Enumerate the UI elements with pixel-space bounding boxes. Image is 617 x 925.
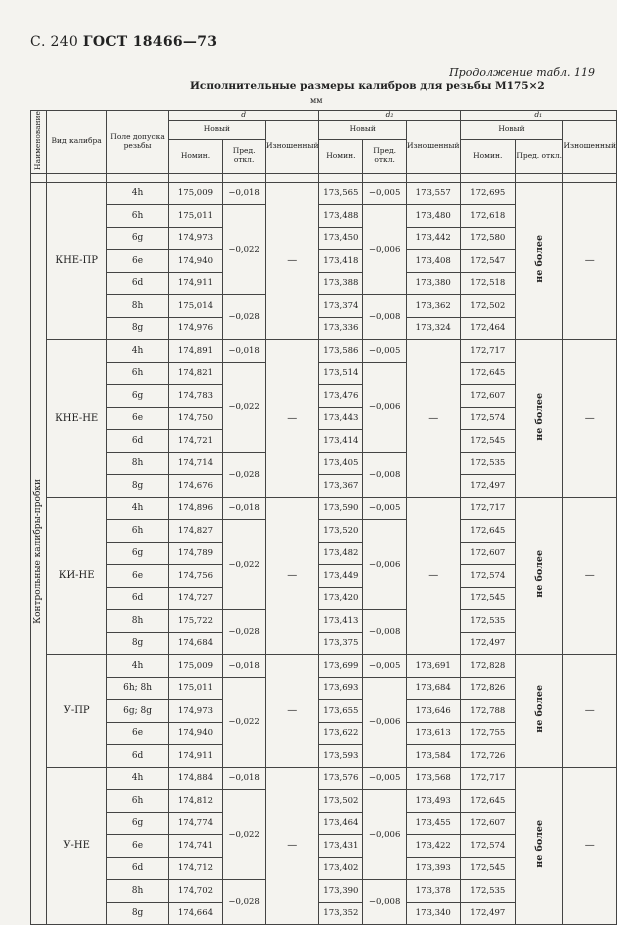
d1-nom: 172,726 (460, 745, 516, 768)
d-worn-header: Изношенный (265, 121, 319, 174)
tolerance: 8h (107, 452, 168, 475)
col-d-header: d (168, 111, 319, 121)
d-nom: 174,891 (168, 340, 223, 363)
d-nom: 174,750 (168, 407, 223, 430)
tolerance: 6e (107, 835, 168, 858)
d2-nom: 173,488 (319, 205, 363, 228)
tolerance: 6d (107, 272, 168, 295)
d2-worn: 173,408 (406, 250, 460, 273)
table-row (31, 182, 617, 205)
d1-nom: 172,695 (460, 182, 516, 205)
d1-nom: 172,717 (460, 340, 516, 363)
gauge-kind: КНЕ-НЕ (46, 340, 107, 498)
tolerance: 6g (107, 812, 168, 835)
d-nom: 174,973 (168, 227, 223, 250)
d1-nom: 172,755 (460, 722, 516, 745)
d-nom: 174,976 (168, 317, 223, 340)
d2-nom: 173,576 (319, 767, 363, 790)
table-unit: мм (310, 96, 323, 105)
d-nom: 174,821 (168, 362, 223, 385)
table-title: Исполнительные размеры калибров для резьбы М175×2 (190, 80, 545, 92)
gauge-kind: У-ПР (46, 655, 107, 768)
d1-nom: 172,574 (460, 565, 516, 588)
d-nom: 174,664 (168, 902, 223, 925)
d-nom: 174,676 (168, 475, 223, 498)
d-nom: 174,812 (168, 790, 223, 813)
d2-dev: −0,005 (363, 655, 407, 678)
d1-nom: 172,535 (460, 880, 516, 903)
d-nom: 174,774 (168, 812, 223, 835)
d2-new-header: Новый (319, 121, 407, 140)
d1-nom: 172,645 (460, 520, 516, 543)
d2-nom: 173,388 (319, 272, 363, 295)
d2-dev: −0,006 (363, 362, 407, 452)
d1-dev: не более (516, 767, 563, 925)
tolerance: 6h (107, 362, 168, 385)
d2-nom: 173,414 (319, 430, 363, 453)
d1-nom: 172,464 (460, 317, 516, 340)
d-nom: 174,783 (168, 385, 223, 408)
d2-nom: 173,693 (319, 677, 363, 700)
standard-code: ГОСТ 18466—73 (82, 34, 218, 50)
tolerance: 6g (107, 542, 168, 565)
d-nom-header: Номин. (168, 139, 223, 173)
d2-nom: 173,336 (319, 317, 363, 340)
d2-nom: 173,590 (319, 497, 363, 520)
tolerance: 6d (107, 430, 168, 453)
d-dev: −0,018 (223, 655, 266, 678)
d1-nom: 172,645 (460, 790, 516, 813)
d2-nom: 173,375 (319, 632, 363, 655)
d-nom: 174,721 (168, 430, 223, 453)
tolerance: 4h (107, 767, 168, 790)
d2-worn: — (406, 497, 460, 655)
d-dev: −0,018 (223, 497, 266, 520)
d2-nom: 173,464 (319, 812, 363, 835)
d2-nom: 173,418 (319, 250, 363, 273)
d2-nom: 173,449 (319, 565, 363, 588)
d-dev: −0,018 (223, 767, 266, 790)
d1-dev: не более (516, 182, 563, 340)
d-dev: −0,028 (223, 295, 266, 340)
d-nom: 174,884 (168, 767, 223, 790)
d2-worn-header: Изношенный (406, 121, 460, 174)
d-nom: 174,896 (168, 497, 223, 520)
tolerance: 8g (107, 317, 168, 340)
tolerance: 6g; 8g (107, 700, 168, 723)
d-nom: 174,756 (168, 565, 223, 588)
group-label: Контрольные калибры-пробки (33, 479, 44, 625)
d2-nom: 173,367 (319, 475, 363, 498)
d2-nom: 173,450 (319, 227, 363, 250)
d2-dev: −0,005 (363, 497, 407, 520)
d1-nom: 172,535 (460, 610, 516, 633)
d1-nom: 172,828 (460, 655, 516, 678)
d1-nom: 172,545 (460, 857, 516, 880)
d2-nom: 173,593 (319, 745, 363, 768)
table-continuation: Продолжение табл. 119 (449, 66, 595, 79)
d2-dev: −0,006 (363, 677, 407, 767)
d-nom: 174,911 (168, 745, 223, 768)
d2-dev: −0,005 (363, 340, 407, 363)
d1-nom: 172,545 (460, 587, 516, 610)
d2-dev: −0,005 (363, 767, 407, 790)
d-nom: 174,712 (168, 857, 223, 880)
d1-nom: 172,717 (460, 497, 516, 520)
d-nom: 175,011 (168, 205, 223, 228)
page-header (30, 34, 217, 50)
page-number: С. 240 (30, 34, 79, 50)
d2-nom: 173,402 (319, 857, 363, 880)
d2-worn: 173,393 (406, 857, 460, 880)
tolerance: 6h (107, 520, 168, 543)
d2-nom: 173,586 (319, 340, 363, 363)
d-dev: −0,028 (223, 452, 266, 497)
d1-worn: — (563, 182, 617, 340)
tolerance: 4h (107, 497, 168, 520)
table-row (31, 655, 617, 678)
d1-dev-header: Пред. откл. (516, 139, 563, 173)
d2-nom: 173,390 (319, 880, 363, 903)
d1-worn-header: Изношенный (563, 121, 617, 174)
d2-dev: −0,006 (363, 520, 407, 610)
d2-nom-header: Номин. (319, 139, 363, 173)
group-label-cell (31, 182, 47, 925)
d2-worn: 173,324 (406, 317, 460, 340)
d1-dev: не более (516, 340, 563, 498)
d-worn: — (265, 340, 319, 498)
d2-worn: 173,584 (406, 745, 460, 768)
tolerance: 6h (107, 205, 168, 228)
d1-nom: 172,645 (460, 362, 516, 385)
table-row (31, 497, 617, 520)
tolerance: 8h (107, 610, 168, 633)
table-row (31, 767, 617, 790)
d2-nom: 173,502 (319, 790, 363, 813)
d2-worn: 173,568 (406, 767, 460, 790)
d-nom: 174,973 (168, 700, 223, 723)
d1-new-header: Новый (460, 121, 563, 140)
d2-nom: 173,655 (319, 700, 363, 723)
table-header (31, 111, 617, 174)
d2-nom: 173,514 (319, 362, 363, 385)
d2-dev: −0,008 (363, 452, 407, 497)
d2-worn: 173,380 (406, 272, 460, 295)
d1-nom: 172,607 (460, 812, 516, 835)
d-nom: 174,702 (168, 880, 223, 903)
d2-nom: 173,443 (319, 407, 363, 430)
d-nom: 174,827 (168, 520, 223, 543)
col-kind-header: Вид калибра (46, 111, 107, 174)
d-nom: 175,009 (168, 655, 223, 678)
col-d2-header: d₂ (319, 111, 460, 121)
d2-worn: 173,340 (406, 902, 460, 925)
d-dev: −0,022 (223, 790, 266, 880)
d1-nom: 172,535 (460, 452, 516, 475)
d-dev: −0,022 (223, 520, 266, 610)
d-nom: 174,741 (168, 835, 223, 858)
d-worn: — (265, 182, 319, 340)
d-nom: 174,940 (168, 250, 223, 273)
d2-dev: −0,006 (363, 790, 407, 880)
tolerance: 6h (107, 790, 168, 813)
d1-worn: — (563, 340, 617, 498)
gauge-kind: КНЕ-ПР (46, 182, 107, 340)
d2-dev: −0,008 (363, 295, 407, 340)
d-new-header: Новый (168, 121, 265, 140)
d-nom: 174,714 (168, 452, 223, 475)
d1-worn: — (563, 655, 617, 768)
d1-nom: 172,518 (460, 272, 516, 295)
d1-nom: 172,545 (460, 430, 516, 453)
d-dev: −0,022 (223, 205, 266, 295)
d-nom: 175,011 (168, 677, 223, 700)
tolerance: 8g (107, 632, 168, 655)
d1-nom: 172,497 (460, 902, 516, 925)
tolerance: 4h (107, 340, 168, 363)
d-dev: −0,028 (223, 610, 266, 655)
tolerance: 8h (107, 295, 168, 318)
d2-nom: 173,482 (319, 542, 363, 565)
d2-nom: 173,699 (319, 655, 363, 678)
tolerance: 6g (107, 227, 168, 250)
col-d1-header: d₁ (460, 111, 616, 121)
d-dev: −0,018 (223, 182, 266, 205)
d-dev: −0,022 (223, 362, 266, 452)
d1-nom: 172,497 (460, 475, 516, 498)
d2-nom: 173,431 (319, 835, 363, 858)
tolerance: 6g (107, 385, 168, 408)
d-nom: 174,911 (168, 272, 223, 295)
d2-dev: −0,006 (363, 205, 407, 295)
d1-worn: — (563, 767, 617, 925)
d1-nom: 172,497 (460, 632, 516, 655)
d-dev: −0,028 (223, 880, 266, 925)
d2-dev: −0,008 (363, 880, 407, 925)
d-worn: — (265, 767, 319, 925)
d2-worn: 173,646 (406, 700, 460, 723)
tolerance: 6e (107, 565, 168, 588)
d-nom: 175,009 (168, 182, 223, 205)
tolerance: 6e (107, 250, 168, 273)
tolerance: 4h (107, 655, 168, 678)
d2-worn: 173,455 (406, 812, 460, 835)
d1-nom: 172,580 (460, 227, 516, 250)
tolerance: 8g (107, 902, 168, 925)
d2-nom: 173,420 (319, 587, 363, 610)
d2-worn: 173,378 (406, 880, 460, 903)
d-worn: — (265, 655, 319, 768)
d2-worn: 173,613 (406, 722, 460, 745)
col-tolerance-header: Поле допуска резьбы (107, 111, 168, 174)
d2-worn: 173,480 (406, 205, 460, 228)
d-nom: 175,722 (168, 610, 223, 633)
d1-worn: — (563, 497, 617, 655)
d2-nom: 173,520 (319, 520, 363, 543)
d2-dev: −0,008 (363, 610, 407, 655)
tolerance: 6d (107, 587, 168, 610)
d1-nom-header: Номин. (460, 139, 516, 173)
d-nom: 174,684 (168, 632, 223, 655)
d2-worn: 173,557 (406, 182, 460, 205)
d-nom: 174,727 (168, 587, 223, 610)
d-nom: 174,789 (168, 542, 223, 565)
d2-nom: 173,405 (319, 452, 363, 475)
d-dev: −0,022 (223, 677, 266, 767)
d1-nom: 172,574 (460, 835, 516, 858)
gauge-kind: КИ-НЕ (46, 497, 107, 655)
d2-dev-header: Пред. откл. (363, 139, 407, 173)
d-dev-header: Пред. откл. (223, 139, 266, 173)
tolerance: 6d (107, 745, 168, 768)
table-row (31, 340, 617, 363)
d1-nom: 172,502 (460, 295, 516, 318)
d1-nom: 172,607 (460, 385, 516, 408)
d1-nom: 172,788 (460, 700, 516, 723)
d2-nom: 173,413 (319, 610, 363, 633)
d-nom: 174,940 (168, 722, 223, 745)
d1-nom: 172,717 (460, 767, 516, 790)
d1-dev: не более (516, 655, 563, 768)
d1-nom: 172,618 (460, 205, 516, 228)
d-worn: — (265, 497, 319, 655)
d-nom: 175,014 (168, 295, 223, 318)
tolerance: 6h; 8h (107, 677, 168, 700)
tolerance: 6e (107, 722, 168, 745)
d1-nom: 172,607 (460, 542, 516, 565)
d2-nom: 173,476 (319, 385, 363, 408)
gauge-kind: У-НЕ (46, 767, 107, 925)
tolerance: 8g (107, 475, 168, 498)
d2-nom: 173,565 (319, 182, 363, 205)
d1-nom: 172,826 (460, 677, 516, 700)
d-dev: −0,018 (223, 340, 266, 363)
col-name-header: Наименование (31, 111, 47, 174)
d2-worn: 173,442 (406, 227, 460, 250)
tolerance: 6e (107, 407, 168, 430)
d1-nom: 172,574 (460, 407, 516, 430)
d2-worn: 173,691 (406, 655, 460, 678)
tolerance: 8h (107, 880, 168, 903)
tolerance: 6d (107, 857, 168, 880)
d2-worn: 173,493 (406, 790, 460, 813)
d2-worn: 173,362 (406, 295, 460, 318)
table-body (31, 173, 617, 925)
d2-nom: 173,352 (319, 902, 363, 925)
tolerance: 4h (107, 182, 168, 205)
d2-worn: 173,422 (406, 835, 460, 858)
d2-dev: −0,005 (363, 182, 407, 205)
d2-worn: — (406, 340, 460, 498)
d1-nom: 172,547 (460, 250, 516, 273)
gauge-dimensions-table (30, 110, 617, 925)
d2-worn: 173,684 (406, 677, 460, 700)
d2-nom: 173,622 (319, 722, 363, 745)
d1-dev: не более (516, 497, 563, 655)
d2-nom: 173,374 (319, 295, 363, 318)
